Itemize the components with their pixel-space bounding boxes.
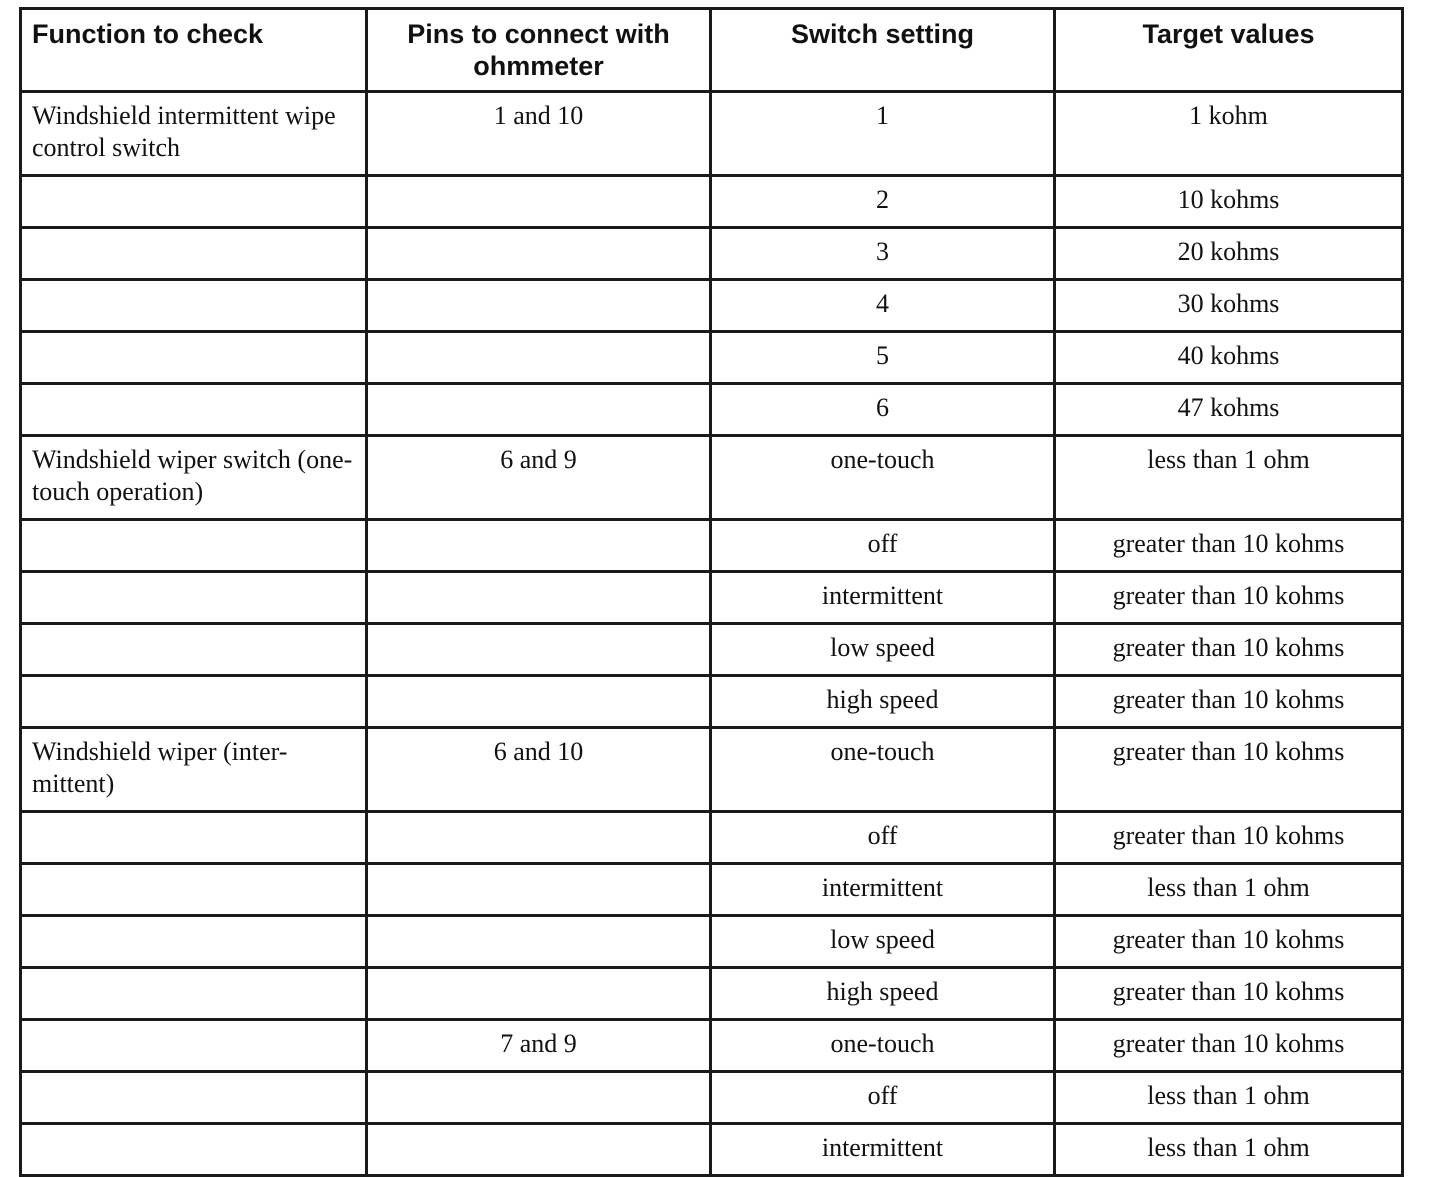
target-cell: less than 1 ohm — [1055, 1124, 1403, 1176]
switch-cell: one-touch — [711, 728, 1055, 812]
target-cell: less than 1 ohm — [1055, 864, 1403, 916]
table-row — [21, 864, 1403, 916]
target-cell: greater than 10 kohms — [1055, 916, 1403, 968]
function-cell — [21, 332, 367, 384]
ohmmeter-check-table — [19, 7, 1404, 1177]
pins-cell — [367, 228, 711, 280]
function-cell — [21, 228, 367, 280]
pins-cell — [367, 280, 711, 332]
pins-cell — [367, 968, 711, 1020]
function-cell — [21, 1124, 367, 1176]
switch-cell: intermittent — [711, 572, 1055, 624]
function-cell — [21, 520, 367, 572]
target-cell: greater than 10 kohms — [1055, 1020, 1403, 1072]
switch-cell: 6 — [711, 384, 1055, 436]
table-row — [21, 812, 1403, 864]
target-cell: 10 kohms — [1055, 176, 1403, 228]
switch-cell: 2 — [711, 176, 1055, 228]
table-row — [21, 332, 1403, 384]
pins-cell — [367, 176, 711, 228]
function-cell — [21, 280, 367, 332]
table-row — [21, 280, 1403, 332]
target-cell: greater than 10 kohms — [1055, 624, 1403, 676]
pins-cell: 1 and 10 — [367, 92, 711, 176]
switch-cell: low speed — [711, 624, 1055, 676]
table-row — [21, 228, 1403, 280]
function-cell — [21, 916, 367, 968]
switch-cell: 3 — [711, 228, 1055, 280]
header-switch-setting: Switch setting — [711, 9, 1055, 92]
switch-cell: intermittent — [711, 864, 1055, 916]
table-row — [21, 916, 1403, 968]
pins-cell — [367, 916, 711, 968]
table-row — [21, 728, 1403, 812]
function-cell — [21, 384, 367, 436]
pins-cell — [367, 812, 711, 864]
table-row — [21, 624, 1403, 676]
switch-cell: off — [711, 812, 1055, 864]
target-cell: greater than 10 kohms — [1055, 572, 1403, 624]
function-cell — [21, 968, 367, 1020]
pins-cell — [367, 332, 711, 384]
switch-cell: off — [711, 520, 1055, 572]
function-cell — [21, 676, 367, 728]
switch-cell: 1 — [711, 92, 1055, 176]
table-row — [21, 1072, 1403, 1124]
switch-cell: 5 — [711, 332, 1055, 384]
target-cell: greater than 10 kohms — [1055, 968, 1403, 1020]
function-cell: Windshield intermittent wipe control switch — [21, 92, 367, 176]
target-cell: 1 kohm — [1055, 92, 1403, 176]
table-row — [21, 676, 1403, 728]
spec-sheet — [19, 7, 1404, 1177]
switch-cell: intermittent — [711, 1124, 1055, 1176]
table-row — [21, 436, 1403, 520]
switch-cell: off — [711, 1072, 1055, 1124]
pins-cell: 6 and 10 — [367, 728, 711, 812]
pins-cell: 6 and 9 — [367, 436, 711, 520]
target-cell: greater than 10 kohms — [1055, 812, 1403, 864]
switch-cell: high speed — [711, 676, 1055, 728]
function-cell: Windshield wiper switch (one-touch operation) — [21, 436, 367, 520]
table-row — [21, 384, 1403, 436]
target-cell: 30 kohms — [1055, 280, 1403, 332]
table-row — [21, 1124, 1403, 1176]
switch-cell: 4 — [711, 280, 1055, 332]
pins-cell — [367, 864, 711, 916]
header-function: Function to check — [21, 9, 367, 92]
pins-cell — [367, 624, 711, 676]
pins-cell — [367, 1072, 711, 1124]
target-cell: greater than 10 kohms — [1055, 728, 1403, 812]
function-cell — [21, 572, 367, 624]
switch-cell: one-touch — [711, 436, 1055, 520]
pins-cell: 7 and 9 — [367, 1020, 711, 1072]
pins-cell — [367, 572, 711, 624]
function-cell — [21, 864, 367, 916]
function-cell — [21, 176, 367, 228]
function-cell — [21, 812, 367, 864]
switch-cell: low speed — [711, 916, 1055, 968]
table-row — [21, 968, 1403, 1020]
target-cell: 47 kohms — [1055, 384, 1403, 436]
target-cell: less than 1 ohm — [1055, 1072, 1403, 1124]
target-cell: 20 kohms — [1055, 228, 1403, 280]
switch-cell: high speed — [711, 968, 1055, 1020]
target-cell: greater than 10 kohms — [1055, 520, 1403, 572]
table-row — [21, 572, 1403, 624]
table-row — [21, 1020, 1403, 1072]
function-cell: Windshield wiper (inter-mittent) — [21, 728, 367, 812]
pins-cell — [367, 676, 711, 728]
table-row — [21, 92, 1403, 176]
header-target-values: Target values — [1055, 9, 1403, 92]
pins-cell — [367, 520, 711, 572]
table-row — [21, 520, 1403, 572]
function-cell — [21, 624, 367, 676]
target-cell: 40 kohms — [1055, 332, 1403, 384]
table-row — [21, 176, 1403, 228]
switch-cell: one-touch — [711, 1020, 1055, 1072]
pins-cell — [367, 384, 711, 436]
header-pins: Pins to connect with ohmmeter — [367, 9, 711, 92]
target-cell: less than 1 ohm — [1055, 436, 1403, 520]
pins-cell — [367, 1124, 711, 1176]
target-cell: greater than 10 kohms — [1055, 676, 1403, 728]
table-header-row — [21, 9, 1403, 92]
function-cell — [21, 1020, 367, 1072]
function-cell — [21, 1072, 367, 1124]
